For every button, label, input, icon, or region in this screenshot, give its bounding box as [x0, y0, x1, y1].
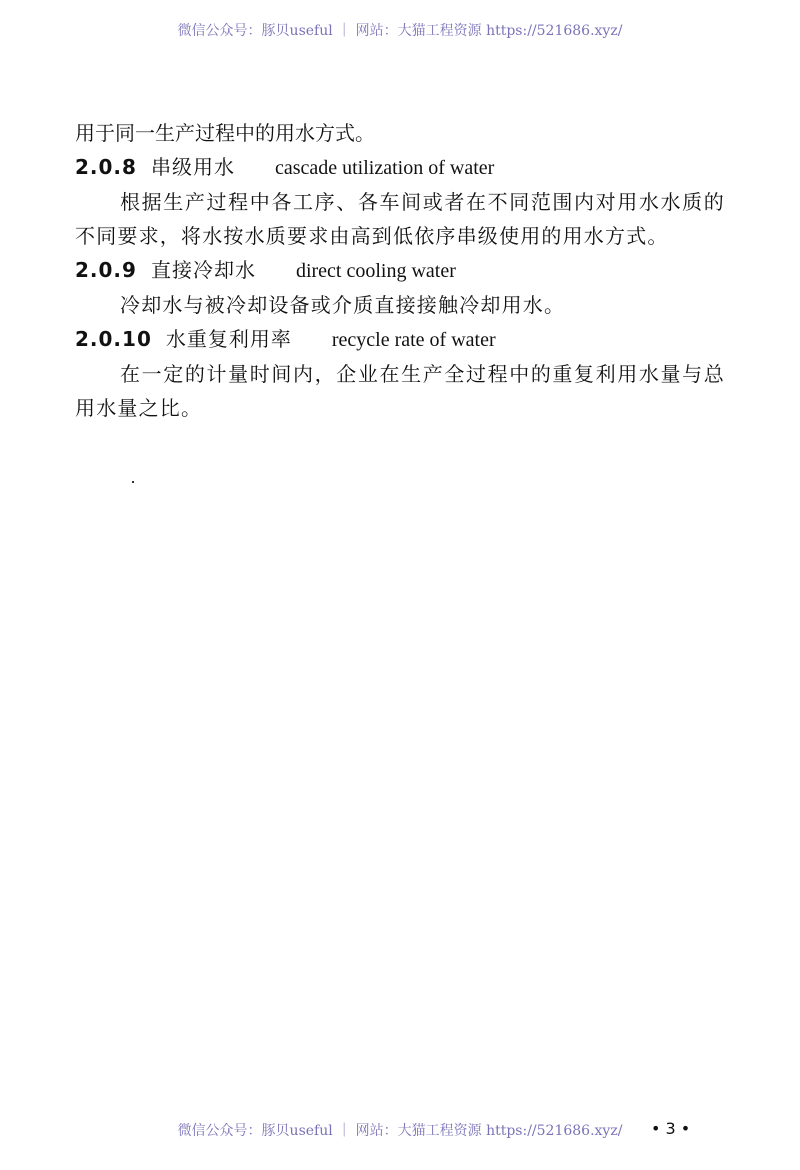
term-chinese: 直接冷却水 [150, 258, 256, 282]
stray-dot [132, 481, 134, 483]
term-definition: 根据生产过程中各工序、各车间或者在不同范围内对用水水质的不同要求，将水按水质要求由高到低依序串级使用的用水方式。 [75, 190, 725, 248]
term-english: direct cooling water [295, 260, 456, 282]
page-number: • 3 • [651, 1119, 691, 1138]
watermark-bottom-text: 微信公众号：豚贝useful ｜ 网站：大猫工程资源 https://521686.xyz/ [177, 1123, 623, 1139]
term-english: cascade utilization of water [274, 157, 495, 179]
term-definition: 在一定的计量时间内，企业在生产全过程中的重复利用水量与总用水量之比。 [75, 362, 725, 420]
term-english: recycle rate of water [331, 329, 496, 351]
term-number: 2.0.9 [75, 258, 137, 282]
term-chinese: 串级用水 [150, 155, 235, 179]
term-number: 2.0.8 [75, 155, 137, 179]
continuation-text: 用于同一生产过程中的用水方式。 [75, 121, 375, 145]
term-entry-2-0-10 [75, 322, 725, 357]
term-chinese: 水重复利用率 [165, 327, 292, 351]
watermark-top: 微信公众号：豚贝useful ｜ 网站：大猫工程资源 https://521686.xyz/ [177, 23, 623, 39]
term-entry-2-0-9 [75, 253, 725, 288]
document-body [75, 116, 725, 425]
term-definition: 冷却水与被冷却设备或介质直接接触冷却用水。 [120, 293, 566, 317]
term-entry-2-0-8 [75, 150, 725, 185]
term-number: 2.0.10 [75, 327, 152, 351]
